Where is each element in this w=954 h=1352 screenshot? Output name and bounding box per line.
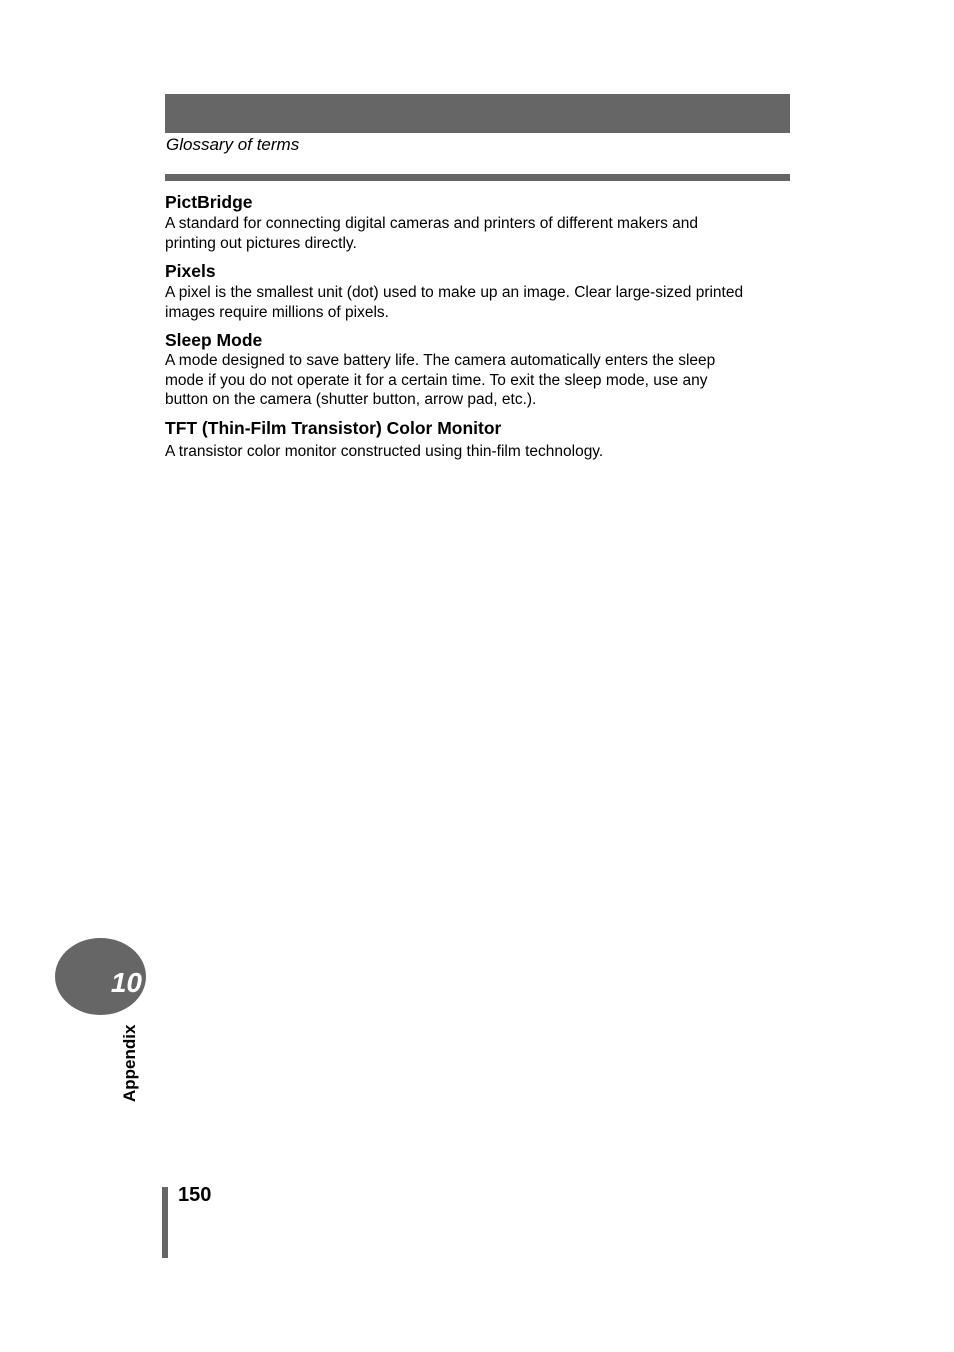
section-label: Glossary of terms	[166, 135, 300, 154]
glossary-term: PictBridge	[165, 192, 253, 212]
chapter-label: Appendix	[120, 1024, 139, 1102]
definition-line: images require millions of pixels.	[165, 303, 389, 321]
definition-line: A pixel is the smallest unit (dot) used to make up an image. Clear large-sized printed	[165, 284, 744, 301]
definition-line: A transistor color monitor constructed using thin-film technology.	[165, 442, 604, 460]
glossary-definition	[165, 283, 795, 322]
glossary-term: Sleep Mode	[165, 330, 263, 350]
page-number-bar	[162, 1187, 168, 1258]
glossary-entry-sleep-mode	[165, 330, 795, 410]
glossary-entry-tft-color-monitor	[165, 418, 795, 462]
page-number: 150	[178, 1184, 212, 1206]
glossary-entry-pixels	[165, 261, 795, 322]
definition-line: printing out pictures directly.	[165, 234, 357, 252]
glossary-definition	[165, 351, 795, 410]
glossary-entries	[165, 192, 795, 461]
glossary-entry-pictbridge	[165, 192, 795, 253]
header-bar	[165, 94, 790, 133]
glossary-term: Pixels	[165, 261, 216, 281]
glossary-term: TFT (Thin-Film Transistor) Color Monitor	[165, 417, 502, 438]
definition-line: mode if you do not operate it for a certain time. To exit the sleep mode, use any	[165, 371, 708, 389]
definition-line: A standard for connecting digital cameras and printers of different makers and	[165, 215, 699, 232]
chapter-number: 10	[110, 967, 142, 998]
definition-line: button on the camera (shutter button, arrow pad, etc.).	[165, 391, 537, 408]
section-divider	[165, 174, 790, 181]
glossary-definition	[165, 442, 795, 462]
definition-line: A mode designed to save battery life. The camera automatically enters the sleep	[165, 352, 716, 369]
glossary-definition	[165, 214, 795, 253]
